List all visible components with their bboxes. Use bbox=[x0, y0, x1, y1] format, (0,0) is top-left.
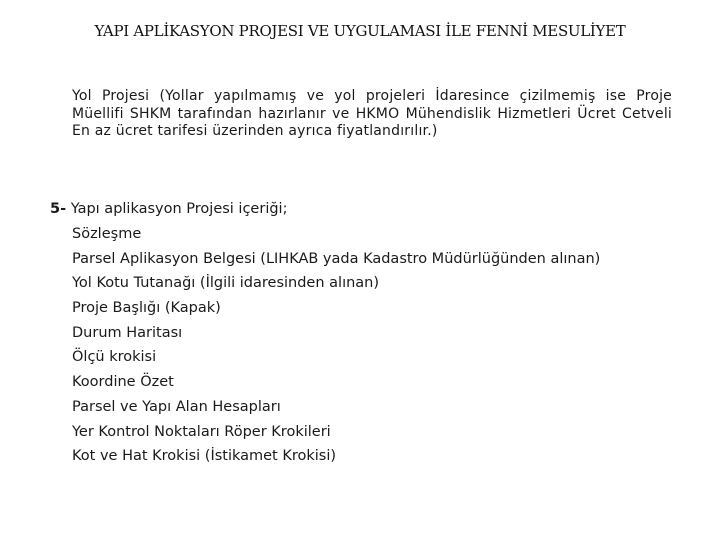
list-item-text: Yol Kotu Tutanağı (İlgili idaresinden alınan) bbox=[72, 275, 380, 292]
list-item bbox=[50, 420, 690, 445]
list-item-text: Durum Haritası bbox=[72, 324, 183, 341]
list-item-text: Ölçü krokisi bbox=[72, 349, 157, 366]
page-title: YAPI APLİKASYON PROJESI VE UYGULAMASI İLE FENNİ MESULİYET bbox=[94, 22, 626, 40]
content-list bbox=[50, 222, 690, 469]
list-item bbox=[50, 395, 690, 420]
list-item-text: Koordine Özet bbox=[72, 374, 174, 391]
list-item bbox=[50, 271, 690, 296]
list-item bbox=[50, 370, 690, 395]
list-item bbox=[50, 296, 690, 321]
list-item-text: Parsel Aplikasyon Belgesi (LIHKAB yada Kadastro Müdürlüğünden alınan) bbox=[72, 250, 601, 267]
list-item bbox=[50, 247, 690, 272]
content-section bbox=[50, 197, 690, 469]
list-item-text: Sözleşme bbox=[72, 226, 142, 242]
list-item-text: Proje Başlığı (Kapak) bbox=[72, 300, 221, 317]
list-item bbox=[50, 345, 690, 370]
list-item-text: Parsel ve Yapı Alan Hesapları bbox=[72, 398, 281, 415]
section-heading-text: Yapı aplikasyon Projesi içeriği; bbox=[70, 201, 288, 217]
list-item-text: Yer Kontrol Noktaları Röper Krokileri bbox=[72, 423, 331, 440]
list-item bbox=[50, 222, 690, 247]
section-heading bbox=[50, 197, 690, 222]
section-number: 5- bbox=[50, 201, 67, 217]
list-item bbox=[50, 321, 690, 346]
list-item bbox=[50, 444, 690, 469]
intro-text: Yol Projesi (Yollar yapılmamış ve yol projeleri İdaresince çizilmemiş ise Proje Müellifi SHKM tarafından hazırlanır ve HKMO Mühendislik Hizmetleri Ücret Cetveli En az ücret tarifesi üzerinden ayrıca fiyatlandırılır.) bbox=[72, 88, 672, 139]
intro-list-item bbox=[50, 88, 672, 141]
list-item-text: Kot ve Hat Krokisi (İstikamet Krokisi) bbox=[72, 448, 337, 465]
